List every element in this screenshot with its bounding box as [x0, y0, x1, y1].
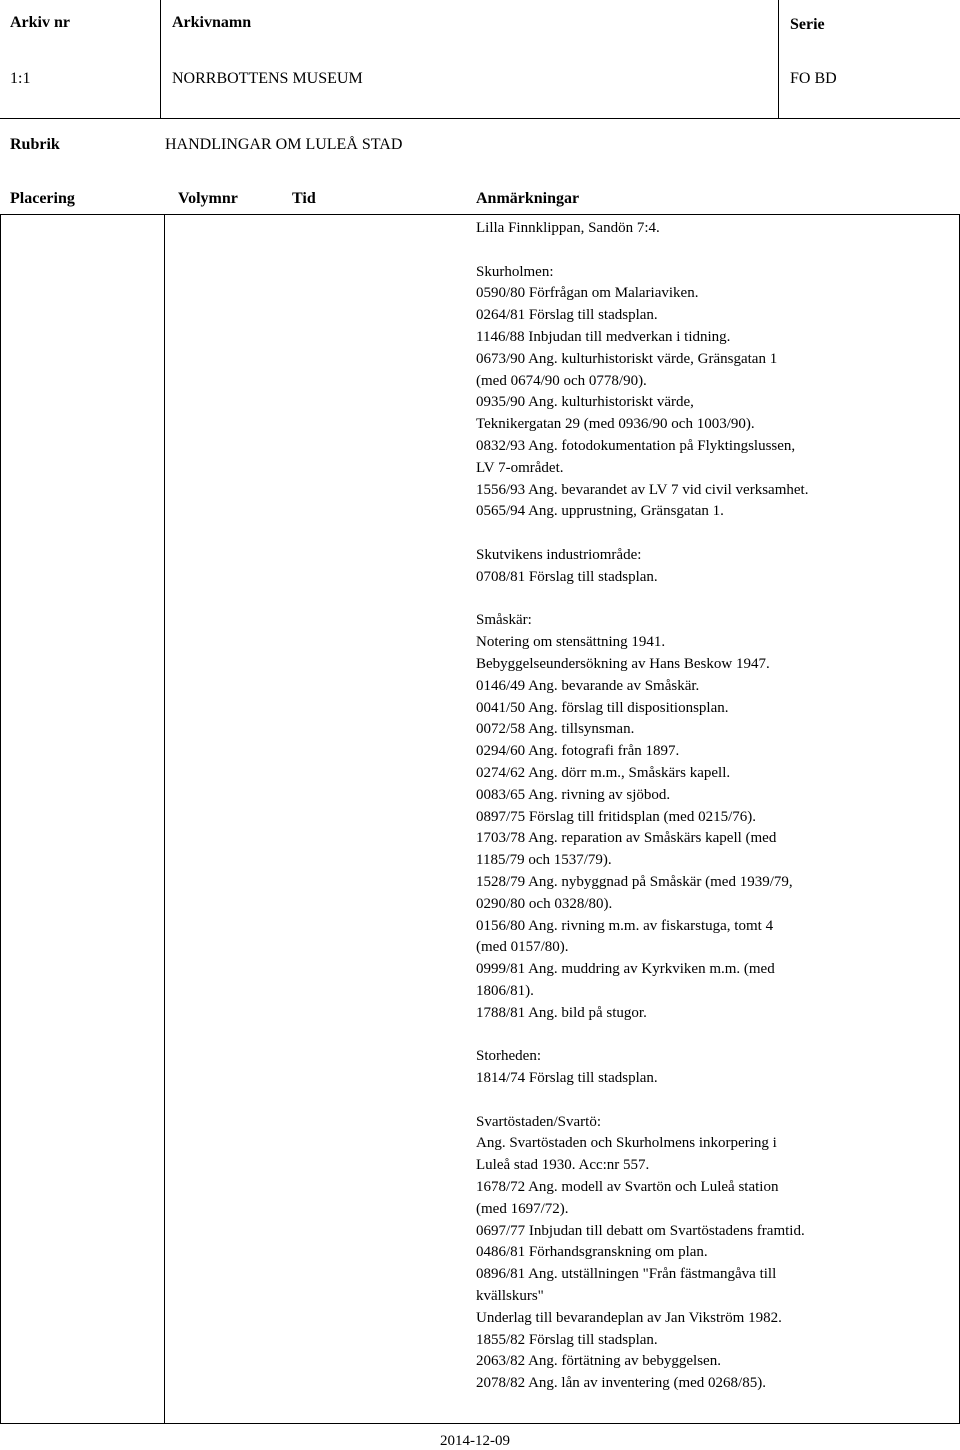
note-line: 1788/81 Ang. bild på stugor. [476, 1004, 647, 1021]
note-line: 0083/65 Ang. rivning av sjöbod. [476, 786, 671, 803]
note-line: 1814/74 Förslag till stadsplan. [476, 1070, 658, 1087]
note-line: 0590/80 Förfrågan om Malariaviken. [476, 285, 699, 302]
note-line: 1806/81). [476, 982, 534, 999]
note-line: (med 1697/72). [476, 1200, 569, 1217]
body-bottom-rule [0, 1423, 960, 1424]
note-line: (med 0674/90 och 0778/90). [476, 372, 647, 389]
note-line: 0156/80 Ang. rivning m.m. av fiskarstuga, tomt 4 [476, 917, 774, 934]
header-divider-2 [778, 0, 779, 118]
note-line: 0999/81 Ang. muddring av Kyrkviken m.m. (med [476, 961, 775, 978]
note-line: 1528/79 Ang. nybyggnad på Småskär (med 1939/79, [476, 873, 793, 890]
body-divider-placering [164, 214, 165, 1423]
archive-name-value: NORRBOTTENS MUSEUM [172, 70, 363, 87]
note-line: 0146/49 Ang. bevarande av Småskär. [476, 677, 700, 694]
note-line: Underlag till bevarandeplan av Jan Vikström 1982. [476, 1309, 782, 1326]
note-line: LV 7-området. [476, 459, 564, 476]
note-line: 0290/80 och 0328/80). [476, 895, 613, 912]
note-line: Svartöstaden/Svartö: [476, 1113, 601, 1130]
note-line: 1703/78 Ang. reparation av Småskärs kapell (med [476, 830, 777, 847]
note-line: kvällskurs" [476, 1288, 544, 1305]
note-line: 0673/90 Ang. kulturhistoriskt värde, Gränsgatan 1 [476, 350, 778, 367]
column-header-anmarkningar: Anmärkningar [476, 190, 580, 207]
notes-spacer [476, 1090, 946, 1112]
column-header-placering: Placering [10, 190, 75, 207]
note-line: 0832/93 Ang. fotodokumentation på Flyktingslussen, [476, 437, 796, 454]
note-line: Teknikergatan 29 (med 0936/90 och 1003/90). [476, 416, 755, 433]
note-line: 1556/93 Ang. bevarandet av LV 7 vid civil verksamhet. [476, 481, 809, 498]
notes-spacer [476, 523, 946, 545]
note-line: 1146/88 Inbjudan till medverkan i tidning. [476, 328, 731, 345]
note-line: 0294/60 Ang. fotografi från 1897. [476, 743, 680, 760]
archive-number-label: Arkiv nr [10, 14, 70, 31]
series-label: Serie [790, 16, 825, 33]
note-line: 0697/77 Inbjudan till debatt om Svartöstadens framtid. [476, 1222, 805, 1239]
note-line: Notering om stensättning 1941. [476, 634, 666, 651]
note-line: 1678/72 Ang. modell av Svartön och Luleå station [476, 1179, 779, 1196]
note-line: 0935/90 Ang. kulturhistoriskt värde, [476, 394, 694, 411]
column-header-tid: Tid [292, 190, 316, 207]
note-line: Storheden: [476, 1048, 541, 1065]
body-left-border [0, 214, 1, 1423]
note-line: 2063/82 Ang. förtätning av bebyggelsen. [476, 1353, 721, 1370]
note-line: Bebyggelseundersökning av Hans Beskow 1947. [476, 655, 770, 672]
note-line: 0897/75 Förslag till fritidsplan (med 0215/76). [476, 808, 756, 825]
note-line: (med 0157/80). [476, 939, 569, 956]
note-line: 0486/81 Förhandsgranskning om plan. [476, 1244, 708, 1261]
notes-spacer [476, 589, 946, 611]
notes-spacer [476, 240, 946, 262]
note-line: 0264/81 Förslag till stadsplan. [476, 307, 658, 324]
note-line: 0274/62 Ang. dörr m.m., Småskärs kapell. [476, 764, 731, 781]
header-rule [0, 118, 960, 119]
note-line: 0896/81 Ang. utställningen "Från fästmangåva till [476, 1266, 777, 1283]
note-line: 0708/81 Förslag till stadsplan. [476, 568, 658, 585]
note-line: 2078/82 Ang. lån av inventering (med 0268/85). [476, 1375, 766, 1392]
note-line: Småskär: [476, 612, 532, 629]
footer-date: 2014-12-09 [440, 1433, 510, 1449]
note-line: 0565/94 Ang. upprustning, Gränsgatan 1. [476, 503, 724, 520]
note-line: 0072/58 Ang. tillsynsman. [476, 721, 635, 738]
rubrik-value: HANDLINGAR OM LULEÅ STAD [165, 136, 403, 153]
archive-name-label: Arkivnamn [172, 14, 252, 31]
header-divider-1 [160, 0, 161, 118]
note-line: Skurholmen: [476, 263, 554, 280]
rubrik-label: Rubrik [10, 136, 60, 153]
column-header-volymnr: Volymnr [178, 190, 238, 207]
note-line: 1855/82 Förslag till stadsplan. [476, 1331, 658, 1348]
notes-list [476, 218, 946, 1395]
note-line: 0041/50 Ang. förslag till dispositionsplan. [476, 699, 729, 716]
notes-spacer [476, 1024, 946, 1046]
note-line: Lilla Finnklippan, Sandön 7:4. [476, 220, 660, 236]
series-value: FO BD [790, 70, 837, 87]
note-line: Skutvikens industriområde: [476, 546, 642, 563]
note-line: Ang. Svartöstaden och Skurholmens inkorpering i [476, 1135, 777, 1152]
archive-number-value: 1:1 [10, 70, 31, 87]
note-line: Luleå stad 1930. Acc:nr 557. [476, 1157, 650, 1174]
note-line: 1185/79 och 1537/79). [476, 852, 612, 869]
columns-rule [0, 214, 960, 215]
